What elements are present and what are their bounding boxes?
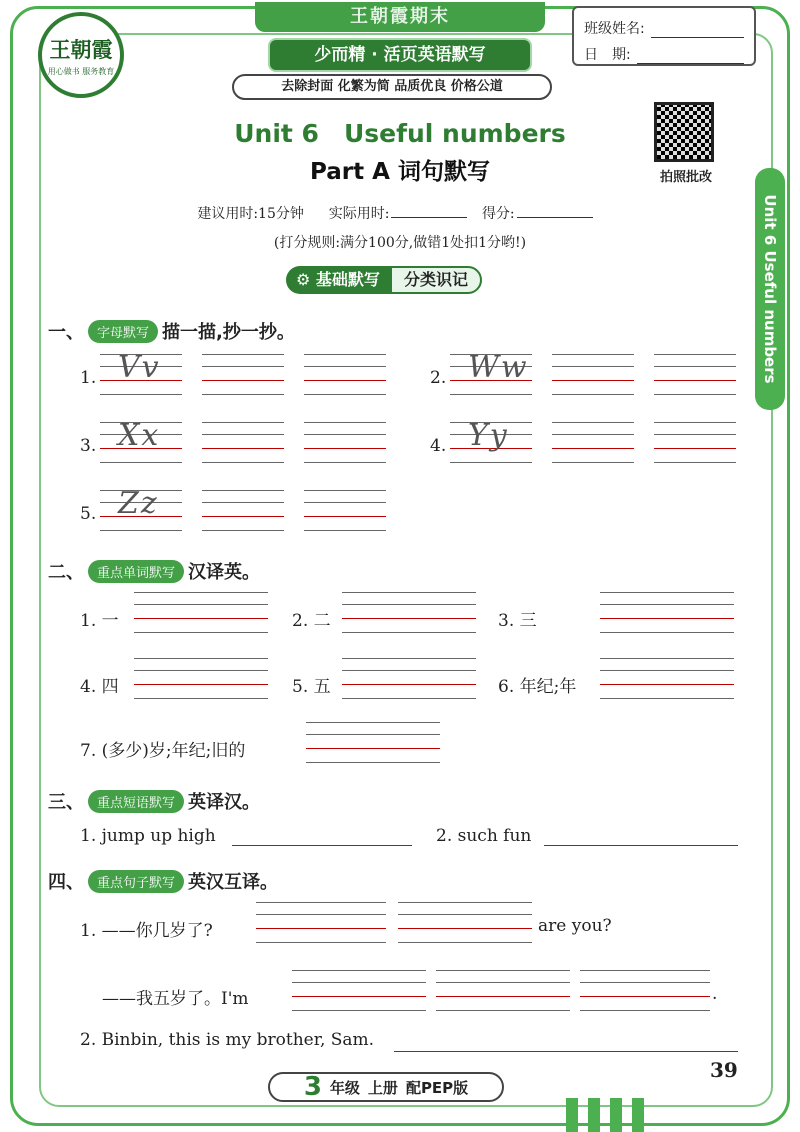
trace-letters: Xx bbox=[118, 418, 161, 453]
logo-title: 王朝霞 bbox=[49, 36, 113, 62]
q3-item-label: 1. jump up high bbox=[80, 826, 216, 846]
q1-copy-grid[interactable] bbox=[654, 422, 736, 466]
q1-copy-grid[interactable] bbox=[654, 354, 736, 398]
edition-text: 配PEP版 bbox=[405, 1078, 469, 1097]
q1-trace-grid[interactable] bbox=[450, 350, 532, 398]
grade-text: 年级 bbox=[329, 1078, 360, 1097]
q2-heading bbox=[48, 558, 260, 584]
q4-answer-line[interactable] bbox=[394, 1030, 738, 1052]
page-number: 39 bbox=[710, 1058, 738, 1082]
scoring-rule: (打分规则:满分100分,做错1处扣1分哟!) bbox=[273, 235, 527, 251]
q4-pill: 重点句子默写 bbox=[88, 870, 184, 893]
grade-bar bbox=[268, 1072, 504, 1102]
brand-slogan: 去除封面 化繁为简 品质优良 价格公道 bbox=[232, 74, 552, 100]
date-field[interactable] bbox=[637, 46, 744, 64]
brand-logo bbox=[38, 12, 124, 98]
q2-prefix: 二、 bbox=[48, 562, 84, 583]
q1-item-num: 1. bbox=[80, 368, 97, 388]
q2-answer-grid[interactable] bbox=[306, 722, 440, 766]
q4-answer-grid[interactable] bbox=[580, 970, 710, 1014]
brand-banner: 少而精 · 活页英语默写 bbox=[268, 38, 532, 72]
q1-item-num: 4. bbox=[430, 436, 447, 456]
q3-pill: 重点短语默写 bbox=[88, 790, 184, 813]
name-label: 班级姓名: bbox=[584, 21, 645, 37]
q2-item-label: 5. 五 bbox=[292, 677, 331, 697]
q2-item-label: 3. 三 bbox=[498, 611, 537, 631]
q1-copy-grid[interactable] bbox=[304, 490, 386, 534]
q2-item-label: 7. (多少)岁;年纪;旧的 bbox=[80, 741, 246, 761]
q2-answer-grid[interactable] bbox=[134, 658, 268, 702]
time-line bbox=[110, 203, 690, 223]
q3-heading bbox=[48, 788, 260, 814]
side-unit-tab bbox=[755, 168, 785, 410]
q4-prefix: 四、 bbox=[48, 872, 84, 893]
q1-copy-grid[interactable] bbox=[202, 422, 284, 466]
q1-trace-grid[interactable] bbox=[450, 418, 532, 466]
side-tab-label: Unit 6 Useful numbers bbox=[761, 194, 779, 384]
q2-answer-grid[interactable] bbox=[600, 658, 734, 702]
trace-letters: Yy bbox=[468, 418, 509, 453]
actual-time-label: 实际用时: bbox=[328, 206, 390, 222]
q4-answer-grid[interactable] bbox=[292, 970, 426, 1014]
q2-pill: 重点单词默写 bbox=[88, 560, 184, 583]
score-label: 得分: bbox=[481, 206, 515, 222]
q2-item-label: 6. 年纪;年 bbox=[498, 677, 577, 697]
q1-copy-grid[interactable] bbox=[552, 354, 634, 398]
q1-copy-grid[interactable] bbox=[202, 490, 284, 534]
q3-answer-line[interactable] bbox=[544, 824, 738, 846]
section-badge bbox=[286, 266, 482, 294]
q3-prefix: 三、 bbox=[48, 792, 84, 813]
part-title: Part A 词句默写 bbox=[310, 159, 490, 185]
q4-sentence2-suffix: . bbox=[712, 984, 718, 1004]
q2-instruction: 汉译英。 bbox=[188, 562, 261, 583]
q4-sentence1-prefix: 1. ——你几岁了? bbox=[80, 921, 213, 941]
q4-answer-grid[interactable] bbox=[398, 902, 532, 946]
suggested-time: 建议用时:15分钟 bbox=[197, 206, 304, 222]
q2-item-label: 1. 一 bbox=[80, 611, 119, 631]
q1-prefix: 一、 bbox=[48, 322, 84, 343]
q4-sentence1-suffix: are you? bbox=[538, 916, 612, 936]
medal-icon: ⚙ bbox=[296, 270, 316, 289]
q2-answer-grid[interactable] bbox=[600, 592, 734, 636]
q1-instruction: 描一描,抄一抄。 bbox=[162, 322, 295, 343]
date-row bbox=[584, 38, 744, 64]
actual-time-field[interactable] bbox=[391, 217, 467, 218]
q4-sentence2-prefix: ——我五岁了。I'm bbox=[102, 989, 249, 1009]
unit-title: Unit 6 Useful numbers bbox=[234, 119, 566, 148]
q1-copy-grid[interactable] bbox=[202, 354, 284, 398]
student-info-box bbox=[572, 6, 756, 66]
q4-sentence3: 2. Binbin, this is my brother, Sam. bbox=[80, 1030, 375, 1050]
qr-code-icon[interactable] bbox=[654, 102, 714, 162]
q3-answer-line[interactable] bbox=[232, 824, 412, 846]
q1-copy-grid[interactable] bbox=[304, 422, 386, 466]
q2-answer-grid[interactable] bbox=[342, 592, 476, 636]
q3-item-label: 2. such fun bbox=[436, 826, 532, 846]
q1-item-num: 5. bbox=[80, 504, 97, 524]
grade-number: 3 bbox=[303, 1072, 322, 1102]
trace-letters: Vv bbox=[118, 350, 161, 385]
q3-instruction: 英译汉。 bbox=[188, 792, 261, 813]
q4-answer-grid[interactable] bbox=[436, 970, 570, 1014]
name-field[interactable] bbox=[651, 20, 744, 38]
qr-label: 拍照批改 bbox=[659, 170, 712, 185]
trace-letters: Ww bbox=[468, 350, 529, 385]
score-field[interactable] bbox=[517, 217, 593, 218]
q2-item-label: 2. 二 bbox=[292, 611, 331, 631]
logo-subtitle: 用心做书 服务教育 bbox=[47, 66, 115, 76]
trace-letters: Zz bbox=[118, 486, 159, 521]
q4-answer-grid[interactable] bbox=[256, 902, 386, 946]
q2-answer-grid[interactable] bbox=[134, 592, 268, 636]
q1-trace-grid[interactable] bbox=[100, 350, 182, 398]
binding-stripes bbox=[566, 1098, 646, 1132]
q1-trace-grid[interactable] bbox=[100, 486, 182, 534]
badge-basic: ⚙ 基础默写 bbox=[286, 266, 390, 294]
q1-item-num: 3. bbox=[80, 436, 97, 456]
brand-top-title: 王朝霞期末 bbox=[255, 2, 545, 32]
term-text: 上册 bbox=[367, 1078, 398, 1097]
q2-item-label: 4. 四 bbox=[80, 677, 119, 697]
q1-pill: 字母默写 bbox=[88, 320, 158, 343]
q1-item-num: 2. bbox=[430, 368, 447, 388]
q1-copy-grid[interactable] bbox=[552, 422, 634, 466]
q4-instruction: 英汉互译。 bbox=[188, 872, 279, 893]
q1-heading bbox=[48, 318, 295, 344]
q1-copy-grid[interactable] bbox=[304, 354, 386, 398]
q1-trace-grid[interactable] bbox=[100, 418, 182, 466]
q2-answer-grid[interactable] bbox=[342, 658, 476, 702]
q4-heading bbox=[48, 868, 278, 894]
date-label: 日 期: bbox=[584, 47, 631, 63]
name-row bbox=[584, 12, 744, 38]
badge-category: 分类识记 bbox=[390, 266, 482, 294]
